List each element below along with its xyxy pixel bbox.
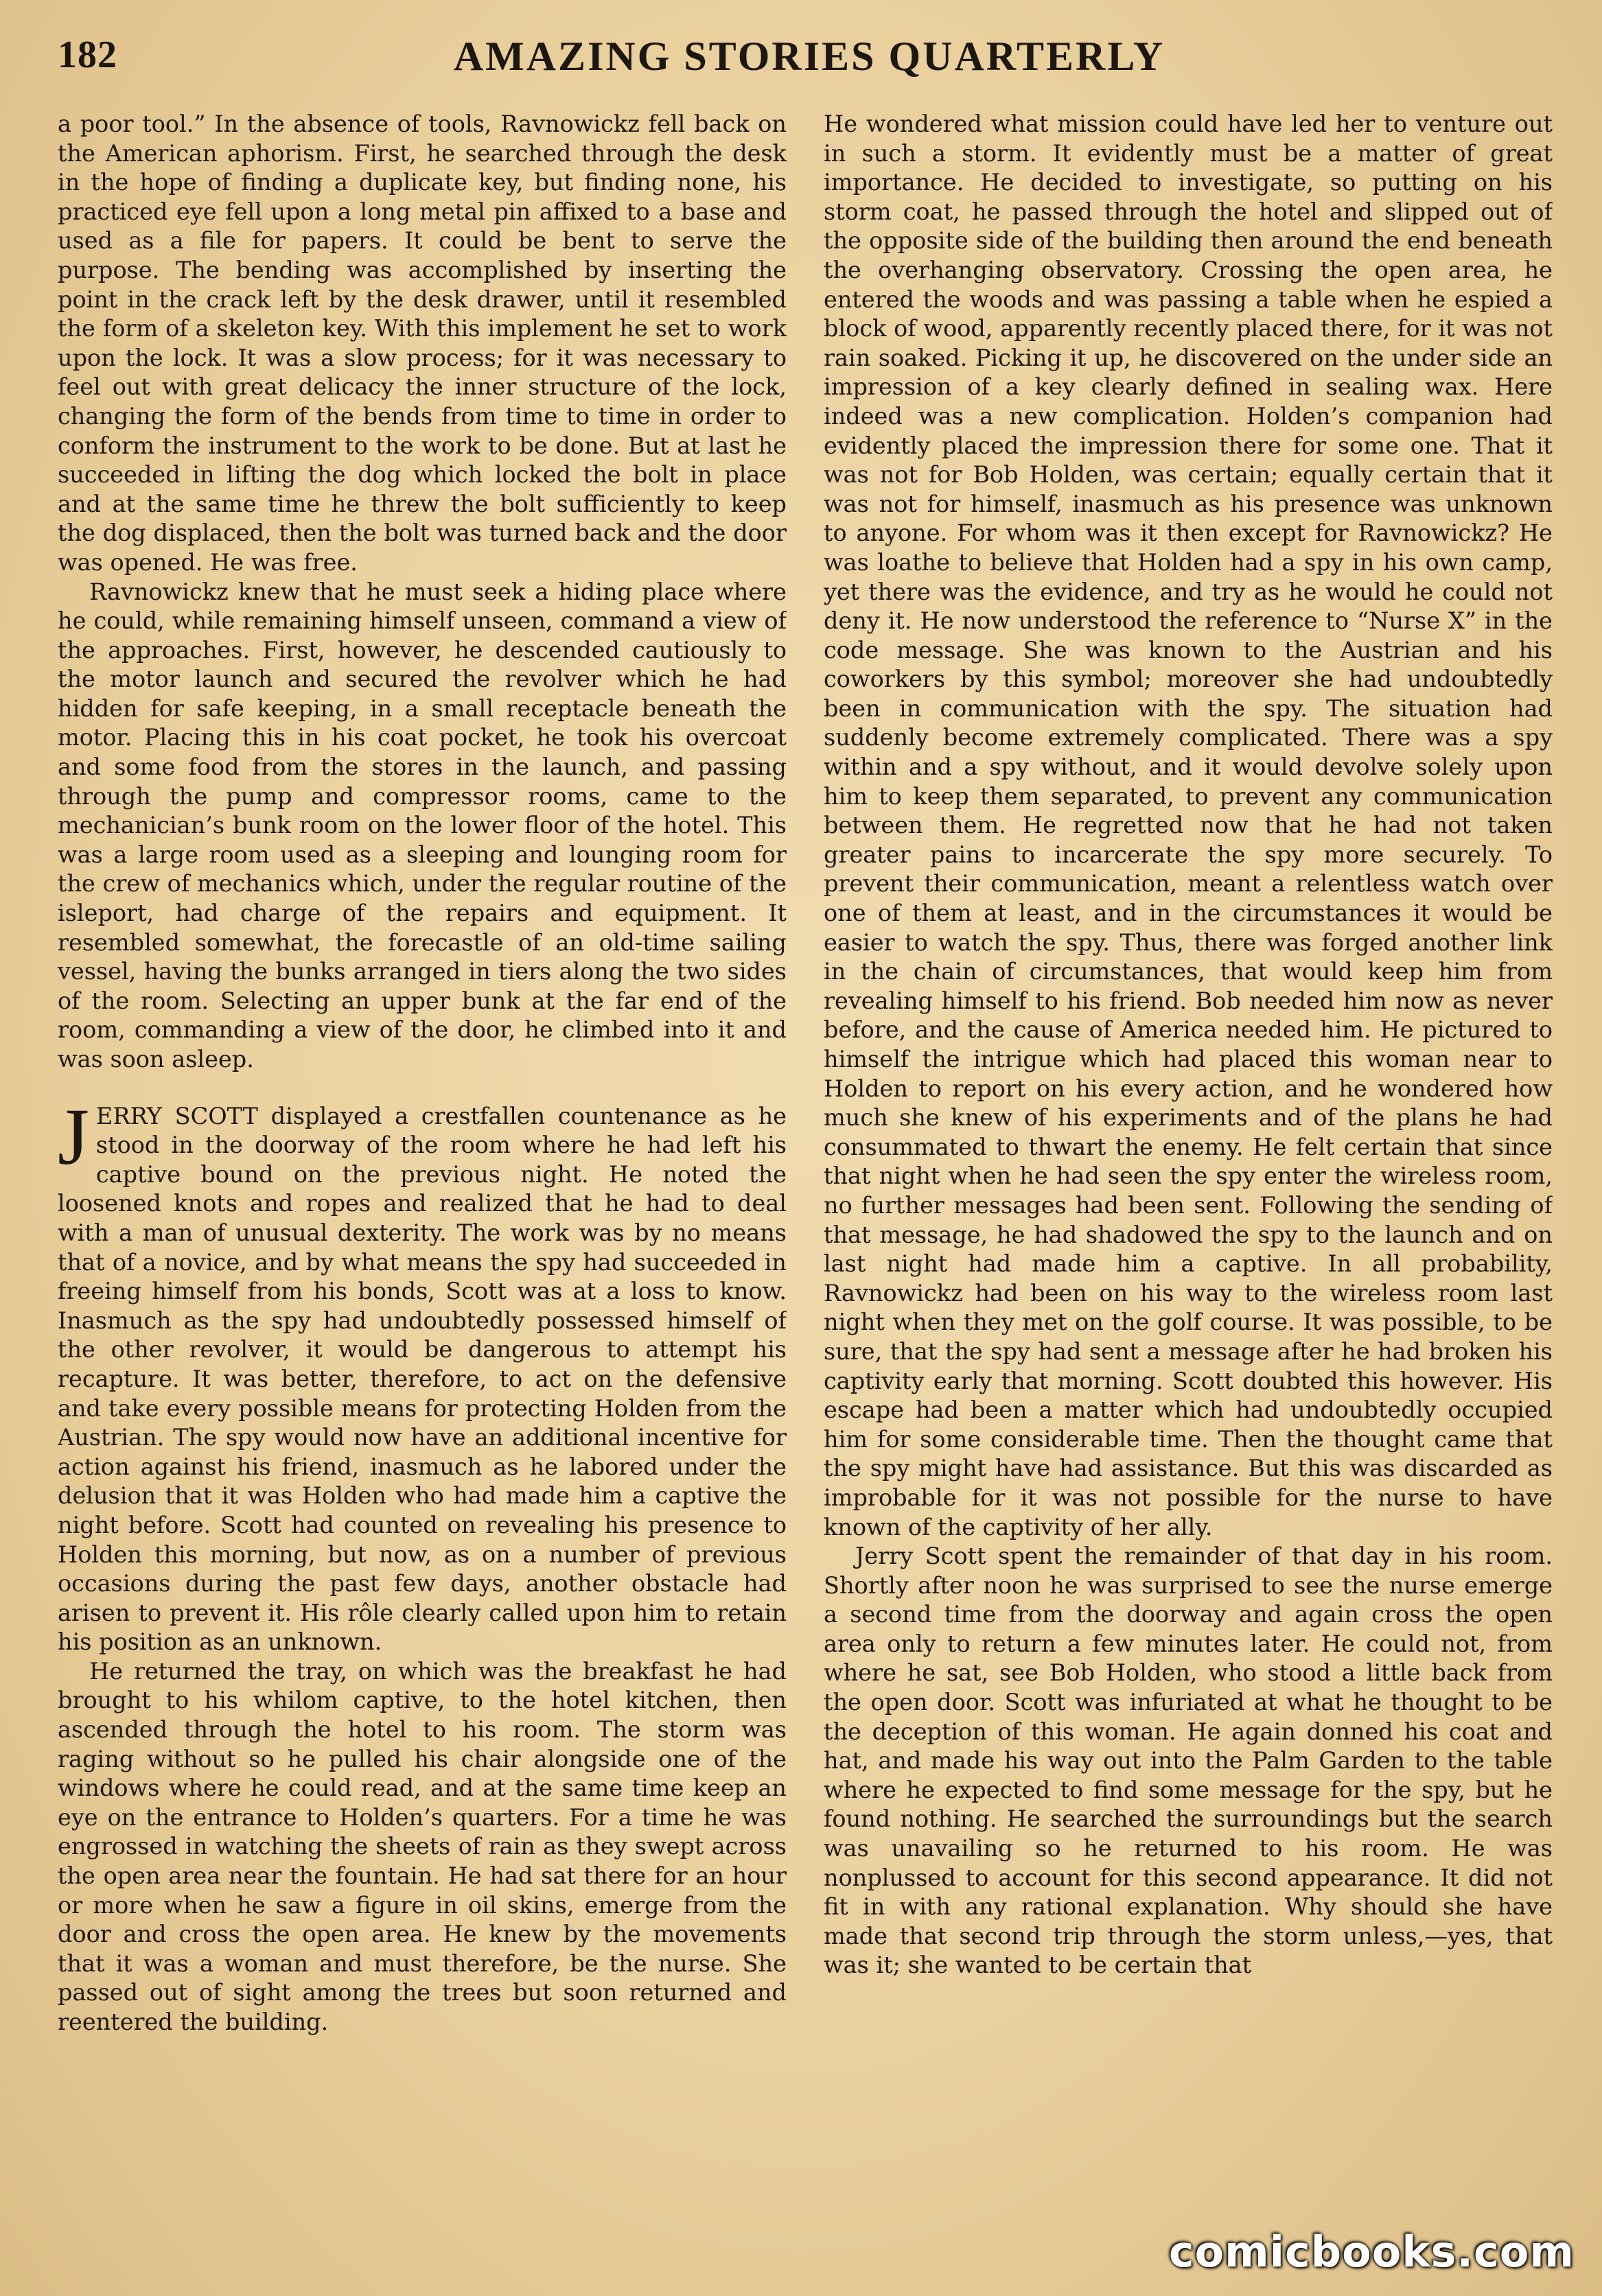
left-paragraph-3-text: ERRY SCOTT displayed a crestfallen countenance as he stood in the doorway of the room where he had left his captive bound on the previous night. He noted the loosened knots and ropes and realized that he had to deal with a man of unusual dexterity. The work was by no means that of a novice, and by what means the spy had succeeded in freeing himself from his bonds, Scott was at a loss to know. Inasmuch as the spy had undoubtedly possessed himself of the other revolver, it would be dangerous to attempt his recapture. It was better, therefore, to act on the defensive and take every possible means for protecting Holden from the Austrian. The spy would now have an additional incentive for action against his friend, inasmuch as he labored under the delusion that it was Holden who had made him a captive the night before. Scott had counted on revealing his presence to Holden this morning, but now, as on a number of previous occasions during the past few days, another obstacle had arisen to prevent it. His rôle clearly called upon him to retain his position as an unknown. bbox=[58, 1102, 787, 1656]
page-number: 182 bbox=[58, 34, 117, 76]
left-paragraph-2: Ravnowickz knew that he must seek a hiding place where he could, while remaining himself unseen, command a view of the approaches. First, however, he descended cautiously to the motor launch and secured the revolver which he had hidden for safe keeping, in a small receptacle beneath the motor. Placing this in his coat pocket, he took his overcoat and some food from the stores in the launch, and passing through the pump and compressor rooms, came to the mechanician’s bunk room on the lower floor of the hotel. This was a large room used as a sleeping and lounging room for the crew of mechanics which, under the regular routine of the isleport, had charge of the repairs and equipment. It resembled somewhat, the forecastle of an old-time sailing vessel, having the bunks arranged in tiers along the two sides of the room. Selecting an upper bunk at the far end of the room, commanding a view of the door, he climbed into it and was soon asleep. bbox=[58, 578, 787, 1073]
running-title: AMAZING STORIES QUARTERLY bbox=[453, 34, 1165, 79]
page-header bbox=[58, 33, 1561, 95]
site-watermark: comicbooks.com bbox=[1168, 2227, 1575, 2277]
left-paragraph-3 bbox=[58, 1091, 787, 1657]
drop-cap: J bbox=[58, 1091, 89, 1182]
right-paragraph-2: Jerry Scott spent the remainder of that day in his room. Shortly after noon he was surprised to see the nurse emerge a second time from the doorway and again cross the open area only to return a few minutes later. He could not, from where he sat, see Bob Holden, who stood a little back from the open door. Scott was infuriated at what he thought to be the deception of this woman. He again donned his coat and hat, and made his way out into the Palm Garden to the table where he expected to find some message for the spy, but he found nothing. He searched the surroundings but the search was unavailing so he returned to his room. He was nonplussed to account for this second appearance. It did not fit in with any rational explanation. Why should she have made that second trip through the storm unless,—yes, that was it; she wanted to be certain that bbox=[824, 1543, 1553, 1979]
left-paragraph-1: a poor tool.” In the absence of tools, Ravnowickz fell back on the American aphorism. First, he searched through the desk in the hope of finding a duplicate key, but finding none, his practiced eye fell upon a long metal pin affixed to a base and used as a file for papers. It could be bent to serve the purpose. The bending was accomplished by inserting the point in the crack left by the desk drawer, until it resembled the form of a skeleton key. With this implement he set to work upon the lock. It was a slow process; for it was necessary to feel out with great delicacy the inner structure of the lock, changing the form of the bends from time to time in order to conform the instrument to the work to be done. But at last he succeeded in lifting the dog which locked the bolt in place and at the same time he threw the bolt sufficiently to keep the dog displaced, then the bolt was turned back and the door was opened. He was free. bbox=[58, 110, 787, 576]
left-paragraph-4: He returned the tray, on which was the breakfast he had brought to his whilom captive, to the hotel kitchen, then ascended through the hotel to his room. The storm was raging without so he pulled his chair alongside one of the windows where he could read, and at the same time keep an eye on the entrance to Holden’s quarters. For a time he was engrossed in watching the sheets of rain as they swept across the open area near the fountain. He had sat there for an hour or more when he saw a figure in oil skins, emerge from the door and cross the open area. He knew by the movements that it was a woman and must therefore, be the nurse. She passed out of sight among the trees but soon returned and reentered the building. bbox=[58, 1657, 787, 2035]
right-paragraph-1: He wondered what mission could have led her to venture out in such a storm. It evidently must be a matter of great importance. He decided to investigate, so putting on his storm coat, he passed through the hotel and slipped out of the opposite side of the building then around the end beneath the overhanging observatory. Crossing the open area, he entered the woods and was passing a table when he espied a block of wood, apparently recently placed there, for it was not rain soaked. Picking it up, he discovered on the under side an impression of a key clearly defined in sealing wax. Here indeed was a new complication. Holden’s companion had evidently placed the impression there for some one. That it was not for Bob Holden, was certain; equally certain that it was not for himself, inasmuch as his presence was unknown to anyone. For whom was it then except for Ravnowickz? He was loathe to believe that Holden had a spy in his own camp, yet there was the evidence, and try as he would he could not deny it. He now understood the reference to “Nurse X” in the code message. She was known to the Austrian and his coworkers by this symbol; moreover she had undoubtedly been in communication with the spy. The situation had suddenly become extremely complicated. There was a spy within and a spy without, and it would devolve solely upon him to keep them separated, to prevent any communication between them. He regretted now that he had not taken greater pains to incarcerate the spy more securely. To prevent their communication, meant a relentless watch over one of them at least, and in the circumstances it would be easier to watch the spy. Thus, there was forged another link in the chain of circumstances, that would keep him from revealing himself to his friend. Bob needed him now as never before, and the cause of America needed him. He pictured to himself the intrigue which had placed this woman near to Holden to report on his every action, and he wondered how much she knew of his experiments and of the plans he had consummated to thwart the enemy. He felt certain that since that night when he had seen the spy enter the wireless room, no further messages had been sent. Following the sending of that message, he had shadowed the spy to the launch and on last night had made him a captive. In all probability, Ravnowickz had been on his way to the wireless room last night when they met on the golf course. It was possible, to be sure, that the spy had sent a message after he had broken his captivity early that morning. Scott doubted this however. His escape had been a matter which had undoubtedly occupied him for some considerable time. Then the thought came that the spy might have had assistance. But this was discarded as improbable for it was not possible for the nurse to have known of the captivity of her ally. bbox=[824, 110, 1553, 1541]
right-column bbox=[824, 110, 1553, 2244]
left-column bbox=[58, 110, 787, 2244]
